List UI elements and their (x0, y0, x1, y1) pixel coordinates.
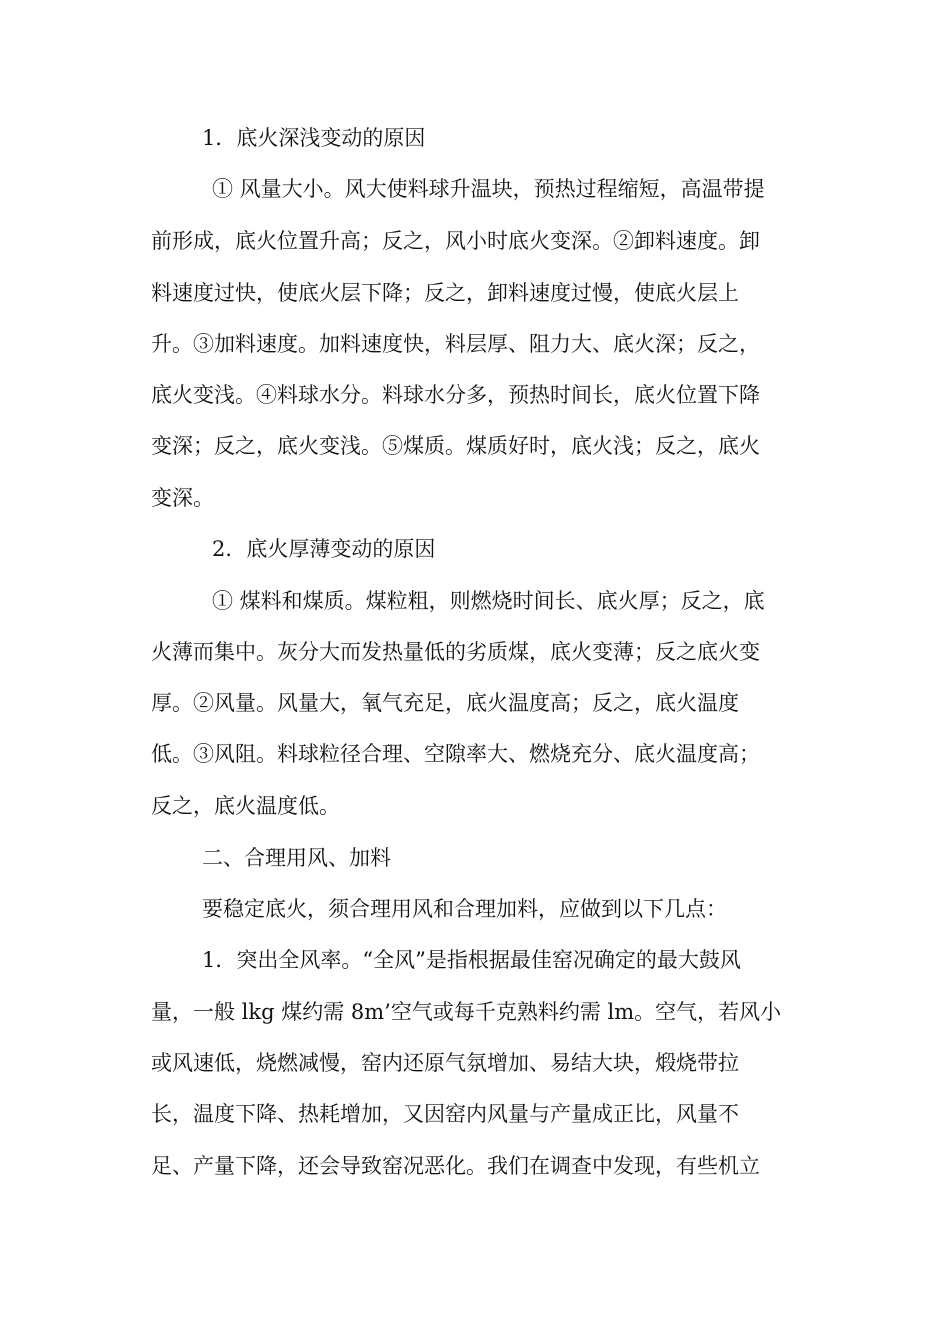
paragraph-line: 反之，底火温度低。 (151, 794, 340, 818)
paragraph-line: ① 风量大小。风大使料球升温块，预热过程缩短，高温带提 (212, 177, 765, 201)
paragraph-line: 足、产量下降，还会导致窑况恶化。我们在调查中发现，有些机立 (151, 1154, 760, 1178)
paragraph-line: 变深；反之，底火变浅。⑤煤质。煤质好时，底火浅；反之，底火 (151, 434, 760, 458)
paragraph-line: 升。③加料速度。加料速度快，料层厚、阻力大、底火深；反之， (151, 332, 760, 356)
section-heading-3: 二、合理用风、加料 (202, 846, 391, 870)
paragraph-line: ① 煤料和煤质。煤粒粗，则燃烧时间长、底火厚；反之，底 (212, 589, 765, 613)
paragraph-line: 低。③风阻。料球粒径合理、空隙率大、燃烧充分、底火温度高； (151, 742, 760, 766)
paragraph-line: 前形成，底火位置升高；反之，风小时底火变深。②卸料速度。卸 (151, 229, 760, 253)
paragraph-line: 厚。②风量。风量大，氧气充足，底火温度高；反之，底火温度 (151, 691, 739, 715)
paragraph-line: 底火变浅。④料球水分。料球水分多，预热时间长，底火位置下降 (151, 383, 760, 407)
paragraph-line: 火薄而集中。灰分大而发热量低的劣质煤，底火变薄；反之底火变 (151, 640, 760, 664)
paragraph-line: 或风速低，烧燃减慢，窑内还原气氛增加、易结大块，煅烧带拉 (151, 1051, 739, 1075)
paragraph-line: 长，温度下降、热耗增加，又因窑内风量与产量成正比，风量不 (151, 1102, 739, 1126)
paragraph-line: 1．突出全风率。“全风”是指根据最佳窑况确定的最大鼓风 (202, 948, 741, 972)
section-heading-2: 2．底火厚薄变动的原因 (212, 537, 436, 561)
paragraph-line: 量，一般 lkg 煤约需 8m’空气或每千克熟料约需 lm。空气，若风小 (151, 1000, 782, 1024)
paragraph-line: 料速度过快，使底火层下降；反之，卸料速度过慢，使底火层上 (151, 281, 739, 305)
section-heading-1: 1．底火深浅变动的原因 (202, 126, 426, 150)
paragraph-line: 要稳定底火，须合理用风和合理加料，应做到以下几点： (202, 897, 727, 921)
paragraph-line: 变深。 (151, 486, 214, 510)
